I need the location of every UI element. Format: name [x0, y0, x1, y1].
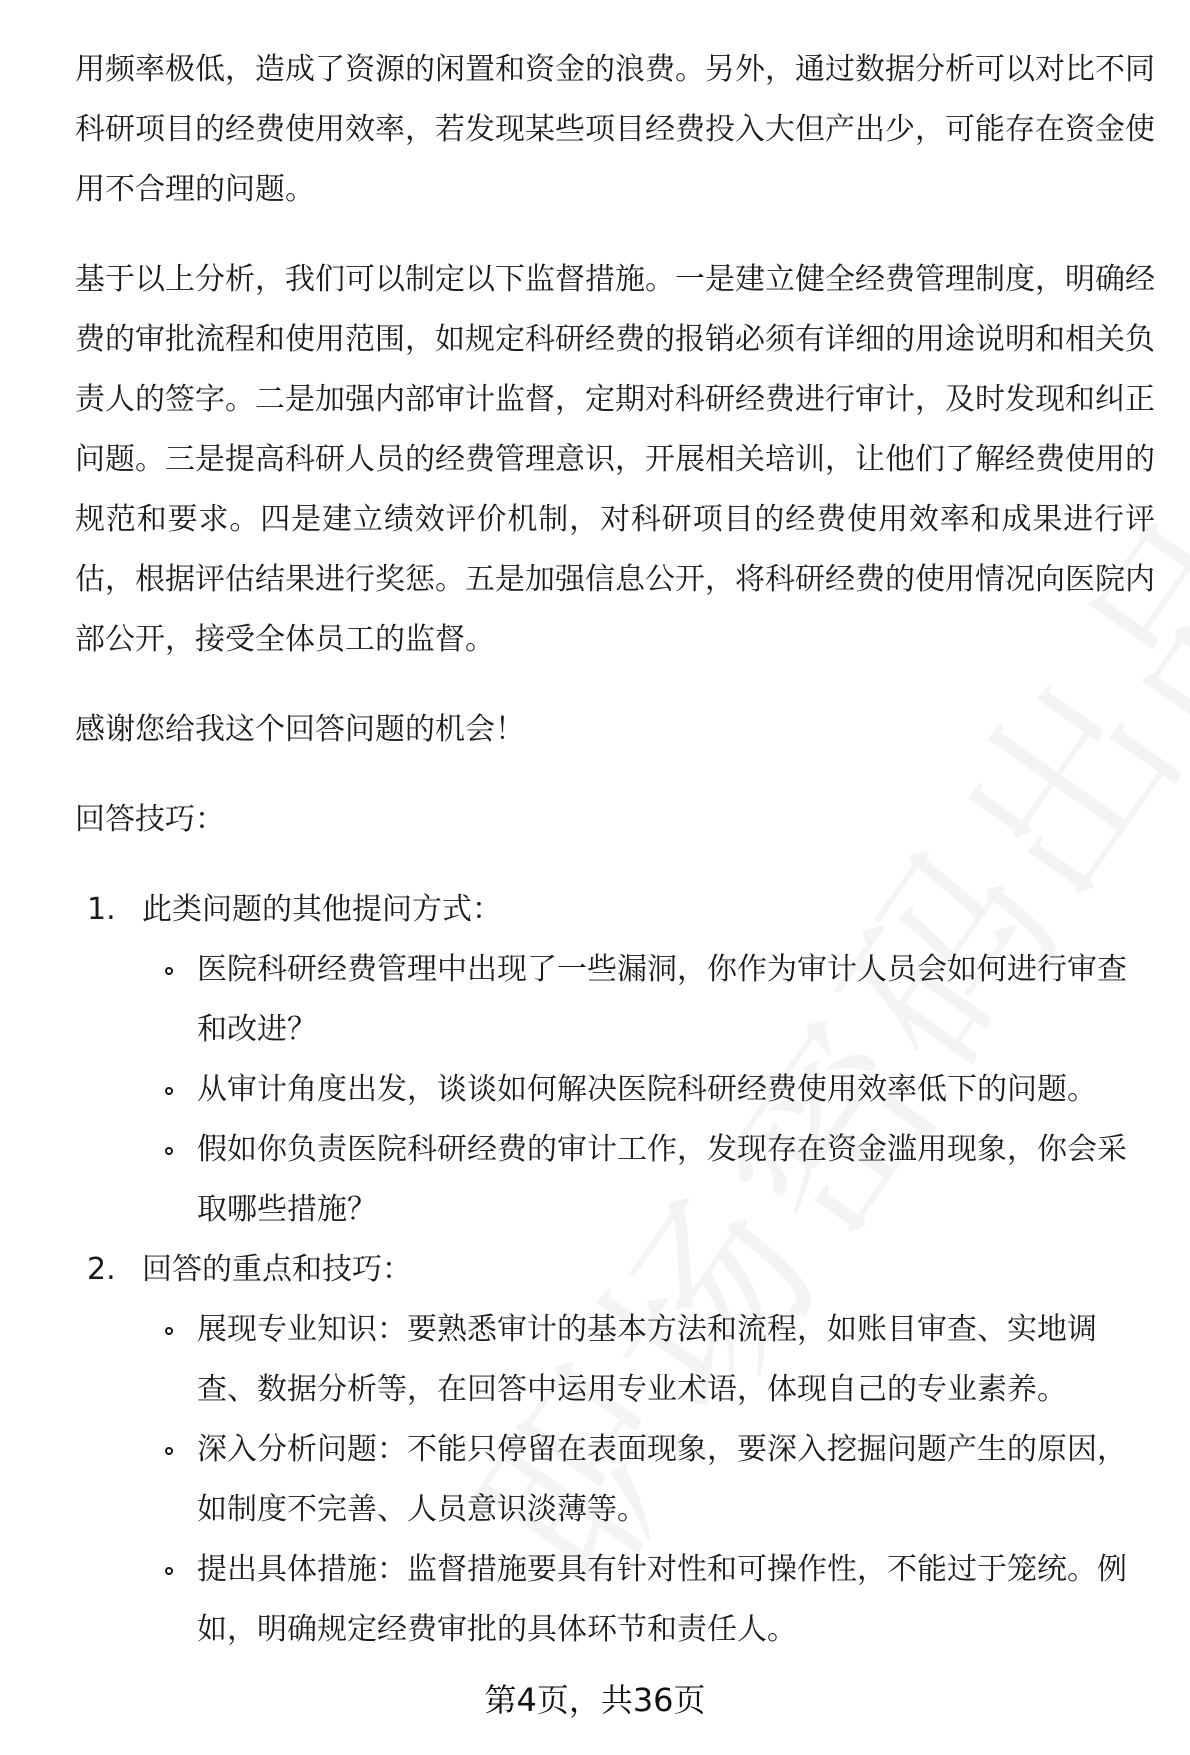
paragraph-measures: 基于以上分析，我们可以制定以下监督措施。一是建立健全经费管理制度，明确经费的审批流程和使用范围，如规定科研经费的报销必须有详细的用途说明和相关负责人的签字。二是加强内部审计监督，定期对科研经费进行审计，及时发现和纠正问题。三是提高科研人员的经费管理意识，开展相关培训，让他们了解经费使用的规范和要求。四是建立绩效评价机制，对科研项目的经费使用效率和成果进行评估，根据评估结果进行奖惩。五是加强信息公开，将科研经费的使用情况向医院内部公开，接受全体员工的监督。 [75, 262, 1155, 657]
sub-list-item [142, 1540, 1155, 1660]
circle-bullet-icon [165, 967, 173, 975]
tips-list [75, 880, 1155, 1660]
sub-list [142, 1300, 1155, 1660]
sub-list-item-text: 展现专业知识：要熟悉审计的基本方法和流程，如账目审查、实地调查、数据分析等，在回答中运用专业术语，体现自己的专业素养。 [197, 1312, 1097, 1407]
tips-item-title: 回答的重点和技巧： [142, 1252, 412, 1287]
sub-list-item-text: 深入分析问题：不能只停留在表面现象，要深入挖掘问题产生的原因，如制度不完善、人员意识淡薄等。 [197, 1432, 1127, 1527]
circle-bullet-icon [165, 1447, 173, 1455]
sub-list-item-text: 从审计角度出发，谈谈如何解决医院科研经费使用效率低下的问题。 [197, 1072, 1097, 1107]
sub-list-item [142, 940, 1155, 1060]
paragraph-thanks: 感谢您给我这个回答问题的机会！ [75, 712, 525, 747]
paragraph-continuation: 用频率极低，造成了资源的闲置和资金的浪费。另外，通过数据分析可以对比不同科研项目的经费使用效率，若发现某些项目经费投入大但产出少，可能存在资金使用不合理的问题。 [75, 52, 1155, 207]
page-number-footer: 第4页，共36页 [484, 1681, 706, 1719]
section-heading-tips: 回答技巧： [75, 802, 225, 837]
sub-list-item-text: 假如你负责医院科研经费的审计工作，发现存在资金滥用现象，你会采取哪些措施？ [197, 1132, 1127, 1227]
sub-list-item [142, 1120, 1155, 1240]
sub-list [142, 940, 1155, 1240]
circle-bullet-icon [165, 1087, 173, 1095]
circle-bullet-icon [165, 1567, 173, 1575]
sub-list-item [142, 1420, 1155, 1540]
circle-bullet-icon [165, 1147, 173, 1155]
tips-item-number: 2. [87, 1252, 116, 1287]
sub-list-item [142, 1300, 1155, 1420]
tips-item [87, 1240, 1155, 1660]
tips-item [87, 880, 1155, 1240]
tips-item-title: 此类问题的其他提问方式： [142, 892, 502, 927]
circle-bullet-icon [165, 1327, 173, 1335]
tips-item-number: 1. [87, 892, 116, 927]
sub-list-item-text: 提出具体措施：监督措施要具有针对性和可操作性，不能过于笼统。例如，明确规定经费审批的具体环节和责任人。 [197, 1552, 1127, 1647]
sub-list-item [142, 1060, 1155, 1120]
document-body [75, 40, 1155, 1660]
sub-list-item-text: 医院科研经费管理中出现了一些漏洞，你作为审计人员会如何进行审查和改进？ [197, 952, 1127, 1047]
